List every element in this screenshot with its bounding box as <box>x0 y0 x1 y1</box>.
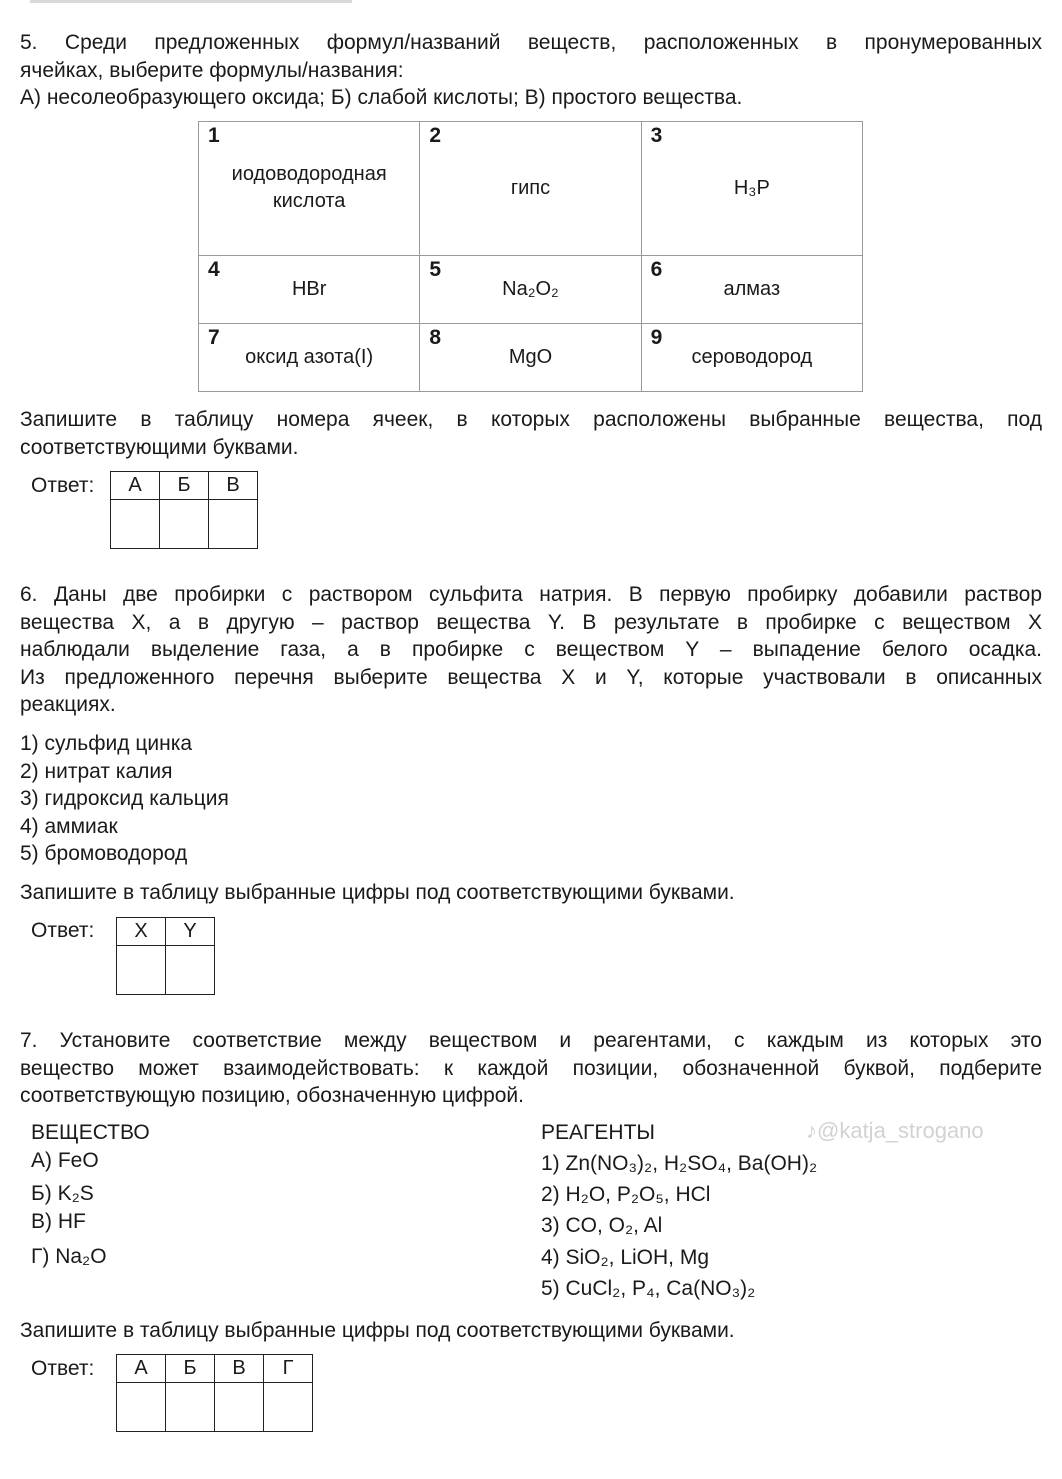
answer-header: X <box>117 918 166 946</box>
q6-intro-rest <box>20 691 1042 719</box>
cell-text: сероводород <box>691 345 813 368</box>
q5-substance-grid <box>198 121 863 392</box>
q7-reagent-item: 3) CO, O₂, Al <box>541 1214 663 1237</box>
q5-instruction-line: Запишите в таблицу номера ячеек, в которых расположены выбранные вещества, под <box>20 408 1042 431</box>
q7-answer-table <box>116 1354 313 1432</box>
list-item: 4) аммиак <box>20 814 118 838</box>
top-divider <box>30 0 352 3</box>
list-item: 2) нитрат калия <box>20 759 173 783</box>
q7-intro-line: соответствующую позицию, обозначенную цифрой. <box>20 1084 524 1107</box>
cell-number: 7 <box>208 325 220 349</box>
answer-input-cell[interactable] <box>160 500 209 549</box>
grid-cell <box>420 323 641 391</box>
grid-cell <box>199 122 420 256</box>
q6-intro <box>20 581 1042 691</box>
cell-number: 1 <box>208 124 220 147</box>
q5-answer-table <box>110 471 258 549</box>
q5-intro-rest <box>20 57 1042 112</box>
q7-reagent-item: 4) SiO₂, LiOH, Mg <box>541 1246 710 1269</box>
watermark-text: @katja_strogano <box>817 1118 984 1143</box>
answer-header: А <box>117 1355 166 1383</box>
grid-cell <box>420 122 641 256</box>
q6-options-list <box>20 730 229 868</box>
q7-substance-item: В) HF <box>31 1210 86 1233</box>
answer-header: В <box>209 472 258 500</box>
answer-header: В <box>215 1355 264 1383</box>
cell-text: MgO <box>508 345 553 368</box>
answer-input-cell[interactable] <box>209 500 258 549</box>
list-item: 1) сульфид цинка <box>20 732 193 755</box>
q7-intro <box>20 1027 1042 1082</box>
answer-input-cell[interactable] <box>166 1383 215 1432</box>
q7-reagent-item: 2) H₂O, P₂O₅, HCl <box>541 1183 711 1206</box>
q5-intro-line: А) несолеобразующего оксида; Б) слабой кислоты; В) простого вещества. <box>20 86 743 109</box>
grid-cell <box>199 323 420 391</box>
q6-intro-line: Из предложенного перечня выберите вещества X и Y, которые участвовали в описанных <box>20 665 1042 689</box>
cell-text: HBr <box>291 277 327 300</box>
q5-instruction-rest <box>20 434 1042 462</box>
grid-cell <box>641 255 862 323</box>
q6-answer-table <box>116 917 215 995</box>
q7-substance-item: А) FeO <box>31 1149 99 1172</box>
cell-number: 6 <box>650 257 663 281</box>
q5-intro-line: 5. Среди предложенных формул/названий веществ, расположенных в пронумерованных <box>20 31 1042 54</box>
cell-text: оксид азота(I) <box>245 345 374 368</box>
q7-reagent-item: 5) CuCl₂, P₄, Ca(NO₃)₂ <box>541 1277 756 1300</box>
cell-text: H₃P <box>733 176 770 199</box>
answer-input-cell[interactable] <box>166 946 215 995</box>
q6-intro-line: 6. Даны две пробирки с раствором сульфита натрия. В первую пробирку добавили раствор <box>20 583 1042 606</box>
answer-input-cell[interactable] <box>264 1383 313 1432</box>
list-item: 3) гидроксид кальция <box>20 787 229 810</box>
cell-number: 5 <box>429 257 442 281</box>
cell-text: Na₂O₂ <box>502 277 559 300</box>
answer-header: Б <box>160 472 209 500</box>
q7-intro-line: 7. Установите соответствие между веществом и реагентами, с каждым из которых это <box>20 1029 1042 1052</box>
answer-input-cell[interactable] <box>111 500 160 549</box>
cell-text: алмаз <box>723 277 781 300</box>
grid-cell <box>199 255 420 323</box>
q5-instruction <box>20 406 1042 434</box>
q7-substance-item: Б) K₂S <box>31 1182 94 1205</box>
q6-intro-line: наблюдали выделение газа, а в пробирке с веществом Y – выпадение белого осадка. <box>20 638 1042 661</box>
q6-intro-line: вещества X, а в другую – раствор вещества Y. В результате в пробирке с веществом X <box>20 610 1042 634</box>
q7-answer-label: Ответ: <box>31 1357 95 1380</box>
cell-number: 8 <box>429 325 442 349</box>
q6-answer-label: Ответ: <box>31 919 95 942</box>
q6-intro-line: реакциях. <box>20 693 116 716</box>
answer-input-cell[interactable] <box>117 946 166 995</box>
q6-instruction: Запишите в таблицу выбранные цифры под соответствующими буквами. <box>20 881 735 904</box>
watermark <box>806 1118 984 1144</box>
answer-header: Г <box>264 1355 313 1383</box>
answer-header: А <box>111 472 160 500</box>
q7-substance-item: Г) Na₂O <box>31 1245 107 1268</box>
cell-number: 4 <box>208 257 220 281</box>
q5-intro-line: ячейках, выберите формулы/названия: <box>20 58 404 82</box>
tiktok-icon: ♪ <box>806 1118 817 1143</box>
q7-substance-header: ВЕЩЕСТВО <box>31 1121 150 1144</box>
q7-intro-rest <box>20 1082 1042 1110</box>
grid-cell <box>641 323 862 391</box>
answer-input-cell[interactable] <box>117 1383 166 1432</box>
answer-input-cell[interactable] <box>215 1383 264 1432</box>
answer-header: Y <box>166 918 215 946</box>
cell-text: гипс <box>510 176 551 199</box>
q5-answer-label: Ответ: <box>31 474 95 497</box>
q7-reagent-item: 1) Zn(NO₃)₂, H₂SO₄, Ba(OH)₂ <box>541 1152 818 1175</box>
cell-number: 9 <box>650 325 663 349</box>
cell-number: 3 <box>650 124 663 147</box>
q7-instruction: Запишите в таблицу выбранные цифры под соответствующими буквами. <box>20 1319 735 1342</box>
grid-cell <box>420 255 641 323</box>
q7-intro-line: вещество может взаимодействовать: к каждой позиции, обозначенной буквой, подберите <box>20 1056 1042 1080</box>
cell-text: иодоводородная кислота <box>231 163 387 213</box>
list-item: 5) бромоводород <box>20 842 188 865</box>
q5-instruction-line: соответствующими буквами. <box>20 435 299 459</box>
q5-intro <box>20 29 1042 57</box>
q7-reagent-header: РЕАГЕНТЫ <box>541 1121 655 1144</box>
cell-number: 2 <box>429 124 442 147</box>
answer-header: Б <box>166 1355 215 1383</box>
grid-cell <box>641 122 862 256</box>
